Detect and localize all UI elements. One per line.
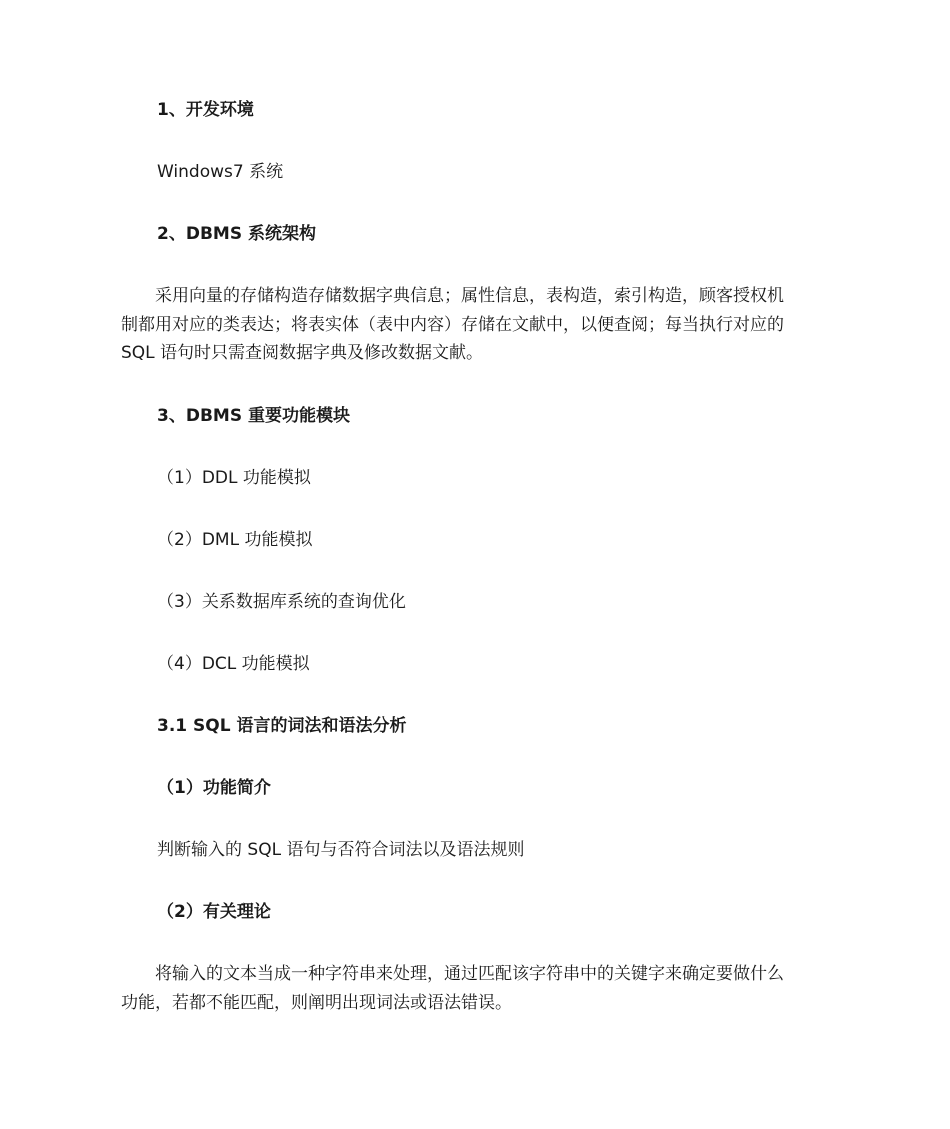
heading-dev-env: 1、开发环境 (157, 100, 254, 120)
module-item-4: （4）DCL 功能模拟 (157, 654, 310, 674)
module-item-2: （2）DML 功能模拟 (157, 530, 313, 550)
module-item-1: （1）DDL 功能模拟 (157, 468, 311, 488)
heading-sql-analysis: 3.1 SQL 语言的词法和语法分析 (157, 716, 407, 736)
subheading-theory: （2）有关理论 (157, 902, 271, 922)
arch-line-1: 采用向量的存储构造存储数据字典信息；属性信息，表构造，索引构造，顾客授权机 (121, 286, 784, 306)
theory-line-2: 功能，若都不能匹配，则阐明出现词法或语法错误。 (121, 992, 512, 1013)
subheading-function-intro: （1）功能简介 (157, 778, 271, 798)
module-item-3: （3）关系数据库系统的查询优化 (157, 592, 406, 612)
theory-paragraph (121, 960, 836, 1017)
heading-dbms-modules: 3、DBMS 重要功能模块 (157, 406, 350, 426)
env-text: Windows7 系统 (157, 162, 284, 182)
heading-dbms-arch: 2、DBMS 系统架构 (157, 224, 316, 244)
arch-line-2: 制都用对应的类表达；将表实体（表中内容）存储在文献中，以便查阅；每当执行对应的 (121, 314, 784, 335)
arch-line-3: SQL 语句时只需查阅数据字典及修改数据文献。 (121, 343, 484, 363)
arch-paragraph (121, 282, 836, 368)
theory-line-1: 将输入的文本当成一种字符串来处理，通过匹配该字符串中的关键字来确定要做什么 (121, 964, 784, 984)
function-intro-text: 判断输入的 SQL 语句与否符合词法以及语法规则 (157, 840, 525, 860)
